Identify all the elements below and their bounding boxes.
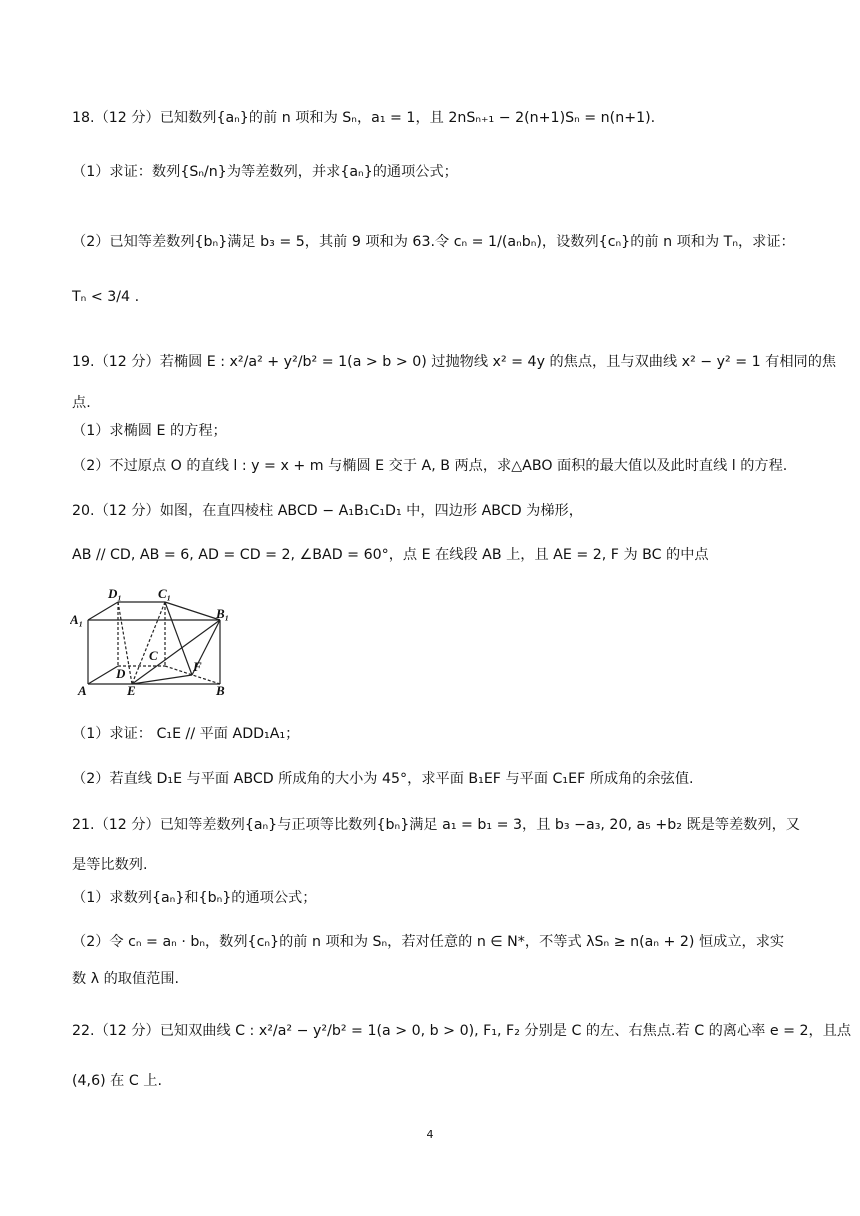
label-c1: C₁: [158, 586, 172, 601]
line-20b: AB // CD, AB = 6, AD = CD = 2, ∠BAD = 60°，点 E 在线段 AB 上，且 AE = 2, F 为 BC 的中点: [72, 547, 709, 563]
line-18-2b: Tₙ < 3/4 .: [72, 289, 140, 305]
line-21-2b: 数 λ 的取值范围.: [72, 971, 180, 987]
line-19-1: （1）求椭圆 E 的方程；: [72, 423, 227, 439]
line-21-2a: （2）令 cₙ = aₙ · bₙ，数列{cₙ}的前 n 项和为 Sₙ，若对任意的 n ∈ N*，不等式 λSₙ ≥ n(aₙ + 2) 恒成立，求实: [72, 934, 785, 950]
line-18-1: （1）求证：数列{Sₙ/n}为等差数列，并求{aₙ}的通项公式；: [72, 164, 458, 180]
label-b: B: [216, 683, 225, 698]
line-20a: 20.（12 分）如图，在直四棱柱 ABCD − A₁B₁C₁D₁ 中，四边形 ABCD 为梯形，: [72, 503, 583, 519]
label-c: C: [149, 648, 158, 663]
page-number: 4: [426, 1128, 434, 1141]
line-21b: 是等比数列.: [72, 857, 148, 873]
label-f: F: [193, 659, 202, 674]
line-20-1: （1）求证： C₁E // 平面 ADD₁A₁；: [72, 726, 300, 742]
line-22b: (4,6) 在 C 上.: [72, 1073, 162, 1089]
line-21a: 21.（12 分）已知等差数列{aₙ}与正项等比数列{bₙ}满足 a₁ = b₁ = 3，且 b₃ −a₃, 20, a₅ +b₂ 既是等差数列，又: [72, 817, 800, 833]
line-18-2a: （2）已知等差数列{bₙ}满足 b₃ = 5，其前 9 项和为 63.令 cₙ = 1/(aₙbₙ)，设数列{cₙ}的前 n 项和为 Tₙ，求证：: [72, 234, 795, 250]
label-a: A: [78, 683, 87, 698]
line-19-2: （2）不过原点 O 的直线 l : y = x + m 与椭圆 E 交于 A, B 两点，求△ABO 面积的最大值以及此时直线 l 的方程.: [72, 458, 788, 474]
line-19a: 19.（12 分）若椭圆 E : x²/a² + y²/b² = 1(a > b > 0) 过抛物线 x² = 4y 的焦点，且与双曲线 x² − y² = 1 有相同的焦: [72, 354, 837, 370]
label-e: E: [127, 683, 136, 698]
line-19b: 点.: [72, 395, 91, 411]
line-20-2: （2）若直线 D₁E 与平面 ABCD 所成角的大小为 45°，求平面 B₁EF 与平面 C₁EF 所成角的余弦值.: [72, 771, 694, 787]
line-18: 18.（12 分）已知数列{aₙ}的前 n 项和为 Sₙ，a₁ = 1，且 2nSₙ₊₁ − 2(n+1)Sₙ = n(n+1).: [72, 110, 656, 126]
label-b1: B₁: [216, 606, 230, 621]
label-d: D: [116, 666, 126, 681]
label-d1: D₁: [108, 586, 122, 601]
label-a1: A₁: [70, 612, 84, 627]
prism-figure: [70, 582, 250, 700]
line-21-1: （1）求数列{aₙ}和{bₙ}的通项公式；: [72, 890, 317, 906]
line-22a: 22.（12 分）已知双曲线 C : x²/a² − y²/b² = 1(a > 0, b > 0), F₁, F₂ 分别是 C 的左、右焦点.若 C 的离心率 e = 2，且点: [72, 1023, 852, 1039]
